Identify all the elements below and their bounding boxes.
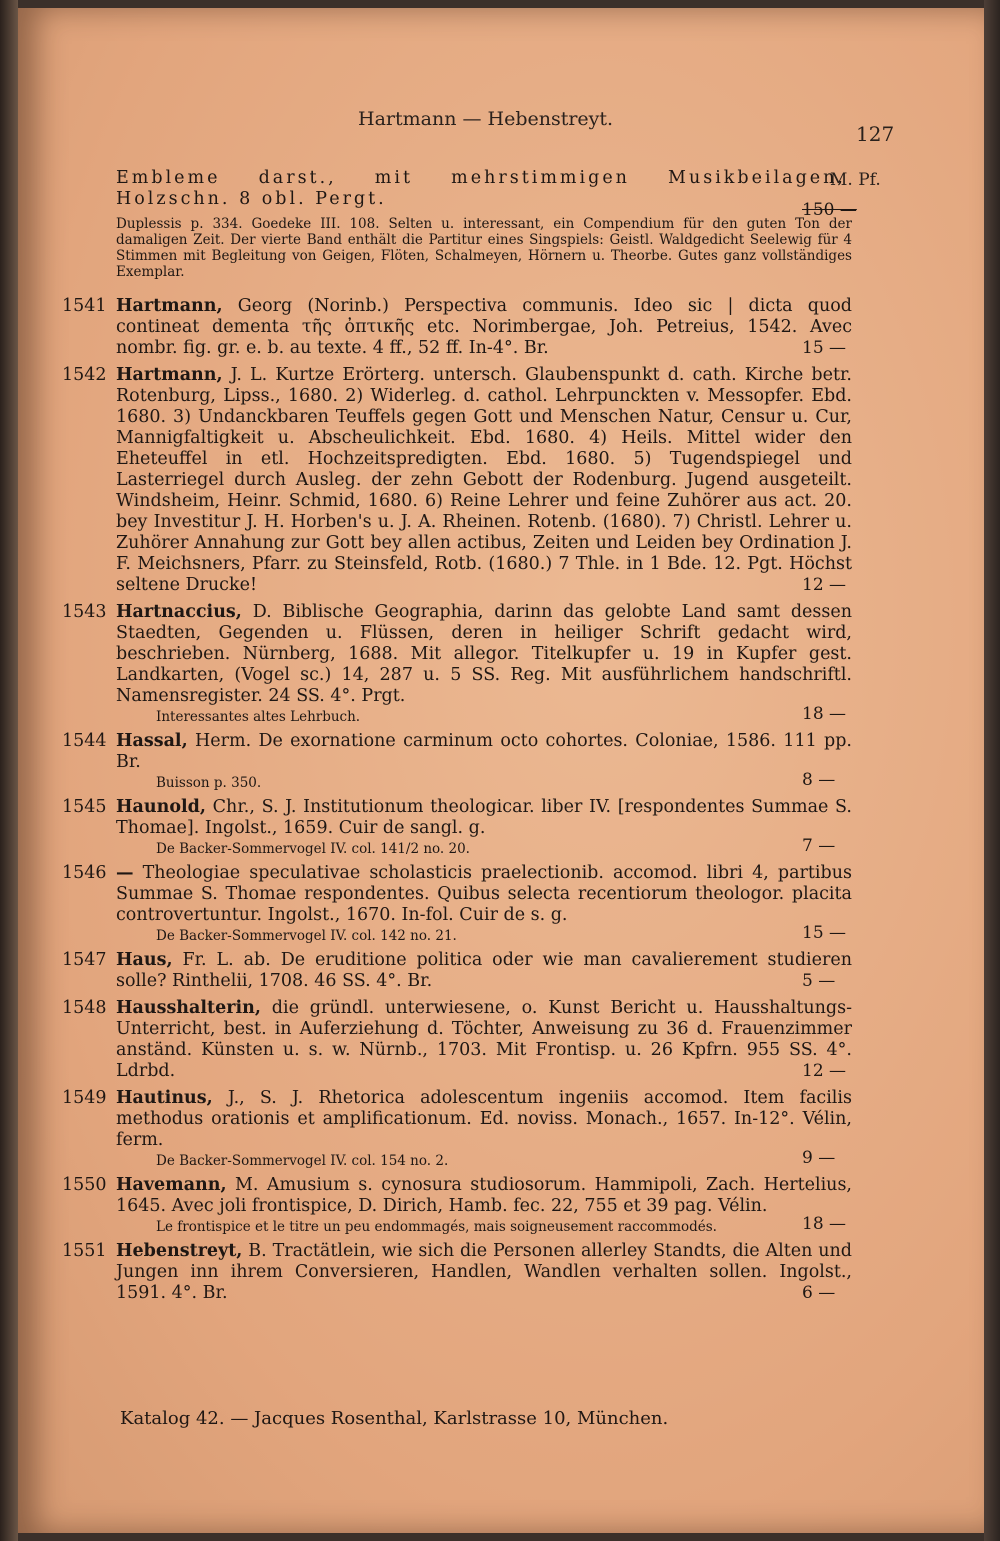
entry-number: 1542 xyxy=(62,365,107,385)
entry-text: M. Amusium s. cynosura studiosorum. Hammipoli, Zach. Hertelius, 1645. Avec joli frontispice, D. Dirich, Hamb. fec. 22, 755 et 39 pag. Vélin. xyxy=(116,1175,852,1216)
entry-body xyxy=(116,1241,852,1304)
entry-price: 7 — xyxy=(802,836,836,856)
catalog-entry xyxy=(62,863,950,944)
entry-number: 1548 xyxy=(62,998,107,1018)
catalog-entry xyxy=(62,731,950,791)
entry-body xyxy=(116,731,852,773)
running-title: Hartmann — Hebenstreyt. xyxy=(358,108,614,130)
entry-price: 12 — xyxy=(802,1061,847,1081)
entry-note: Le frontispice et le titre un peu endommagés, mais soigneusement raccommodés. xyxy=(156,1219,717,1235)
entry-price: 15 — xyxy=(802,338,847,358)
entry-body xyxy=(116,950,852,992)
entry-author: Hausshalterin, xyxy=(116,998,261,1018)
entry-price: 8 — xyxy=(802,770,836,790)
catalog-entries xyxy=(62,168,950,1310)
entry-note: De Backer-Sommervogel IV. col. 142 no. 21. xyxy=(156,928,457,944)
entry-text: B. Tractätlein, wie sich die Personen allerley Standts, die Alten und Jungen inn ihrem Conversieren, Handlen, Wandlen verhalten sollen. Ingolst., 1591. 4°. Br. xyxy=(116,1241,852,1303)
entry-number: 1549 xyxy=(62,1088,107,1108)
entry-number: 1550 xyxy=(62,1175,107,1195)
entry-price: 9 — xyxy=(802,1148,836,1168)
entry-body xyxy=(116,863,852,926)
entry-body xyxy=(116,296,852,359)
entry-number: 1545 xyxy=(62,797,107,817)
entry-author: Hartnaccius, xyxy=(116,602,242,622)
entry-number: 1546 xyxy=(62,863,107,883)
price-column-head: M. Pf. xyxy=(830,170,881,190)
catalog-entry xyxy=(62,296,950,359)
entry-text: Chr., S. J. Institutionum theologicar. liber IV. [respondentes Summae S. Thomae]. Ingolst., 1659. Cuir de sangl. g. xyxy=(116,797,852,838)
entry-number: 1543 xyxy=(62,602,107,622)
entry-text: Theologiae speculativae scholasticis praelectionib. accomod. libri 4, partibus Summae S. Thomae respondentes. Quibus selecta recentiorum theologor. placita controvertuntur. Ingolst., 1670. In-fol. Cuir de s. g. xyxy=(116,863,852,925)
entry-note: De Backer-Sommervogel IV. col. 141/2 no. 20. xyxy=(156,841,470,857)
catalog-entry xyxy=(62,797,950,857)
catalog-footer: Katalog 42. — Jacques Rosenthal, Karlstrasse 10, München. xyxy=(120,1408,669,1429)
entry-price: 15 — xyxy=(802,923,847,943)
intro-title: Embleme darst., mit mehrstimmigen Musikbeilagen, Holzschn. 8 obl. Pergt. xyxy=(116,168,846,209)
catalog-entry xyxy=(62,1088,950,1169)
entry-text: D. Biblische Geographia, darinn das gelobte Land samt dessen Staedten, Gegenden u. Flüssen, deren in heiliger Schrift gedacht wird, beschrieben. Nürnberg, 1688. Mit allegor. Titelkupfer u. 19 in Kupfer gest. Landkarten, (Vogel sc.) 14, 287 u. 5 SS. Reg. Mit ausführlichem handschriftl. Namensregister. 24 SS. 4°. Prgt. xyxy=(116,602,852,706)
entry-note: De Backer-Sommervogel IV. col. 154 no. 2. xyxy=(156,1153,449,1169)
catalog-entry xyxy=(62,1241,950,1304)
catalog-entry xyxy=(62,998,950,1082)
entry-author: Haunold, xyxy=(116,797,206,817)
entry-price: 18 — xyxy=(802,704,847,724)
entry-note: Interessantes altes Lehrbuch. xyxy=(156,709,361,725)
book-spine xyxy=(0,0,18,1541)
entry-body xyxy=(116,1088,852,1151)
entry-body xyxy=(116,1175,852,1217)
entry-price: 5 — xyxy=(802,971,836,991)
book-binding-edge xyxy=(984,0,1000,1541)
entry-list xyxy=(62,296,950,1304)
entry-body xyxy=(116,365,852,596)
entry-author: Hassal, xyxy=(116,731,188,751)
entry-author: Hartmann, xyxy=(116,365,223,385)
entry-author: Hautinus, xyxy=(116,1088,213,1108)
entry-body xyxy=(116,998,852,1082)
entry-number: 1544 xyxy=(62,731,107,751)
catalog-entry xyxy=(62,602,950,725)
entry-number: 1541 xyxy=(62,296,107,316)
entry-note: Buisson p. 350. xyxy=(156,775,262,791)
catalog-entry xyxy=(62,1175,950,1235)
entry-text: die gründl. unterwiesene, o. Kunst Bericht u. Hausshaltungs-Unterricht, best. in Auferziehung d. Töchter, Anweisung zu 36 d. Frauenzimmer anständ. Künsten u. s. w. Nürnb., 1703. Mit Frontisp. u. 26 Kpfrn. 955 SS. 4°. Ldrbd. xyxy=(116,998,852,1081)
entry-number: 1547 xyxy=(62,950,107,970)
catalog-entry xyxy=(62,950,950,992)
intro-text xyxy=(116,168,846,210)
entry-text: Fr. L. ab. De eruditione politica oder wie man cavalierement studieren solle? Rinthelii, 1708. 46 SS. 4°. Br. xyxy=(116,950,852,991)
entry-author: Havemann, xyxy=(116,1175,227,1195)
intro-price: 150 — xyxy=(802,200,857,220)
page-number: 127 xyxy=(856,122,895,146)
entry-body xyxy=(116,797,852,839)
entry-text: J., S. J. Rhetorica adolescentum ingeniis accomod. Item facilis methodus orationis et amplificationum. Ed. noviss. Monach., 1657. In-12°. Vélin, ferm. xyxy=(116,1088,852,1150)
entry-number: 1551 xyxy=(62,1241,107,1261)
entry-text: Herm. De exornatione carminum octo cohortes. Coloniae, 1586. 111 pp. Br. xyxy=(116,731,852,772)
entry-author: Hebenstreyt, xyxy=(116,1241,243,1261)
intro-note: Duplessis p. 334. Goedeke III. 108. Selten u. interessant, ein Compendium für den guten Ton der damaligen Zeit. Der vierte Band enthält die Partitur eines Singspiels: Geistl. Waldgedicht Seelewig für 4 Stimmen mit Begleitung von Geigen, Flöten, Schalmeyen, Hörnern u. Theorbe. Gutes ganz vollständiges Exemplar. xyxy=(116,216,852,280)
entry-author: Hartmann, xyxy=(116,296,223,316)
entry-price: 18 — xyxy=(802,1214,847,1234)
catalog-entry xyxy=(62,365,950,596)
entry-author: — xyxy=(116,863,134,883)
entry-text: J. L. Kurtze Erörterg. untersch. Glaubenspunkt d. cath. Kirche betr. Rotenburg, Lipss., 1680. 2) Widerleg. d. cathol. Lehrpunckten v. Messopfer. Ebd. 1680. 3) Undanckbaren Teuffels gegen Gott und Menschen Natur, Censur u. Cur, Mannigfaltigkeit u. Abscheulichkeit. Ebd. 1680. 4) Heils. Mittel wider den Eheteuffel in etl. Hochzeitspredigten. Ebd. 1680. 5) Tugendspiegel und Lasterriegel durch Ausleg. der zehn Gebott der Rodenburg. Jugend ausgeteilt. Windsheim, Heinr. Schmid, 1680. 6) Reine Lehrer und feine Zuhörer aus act. 20. bey Investitur J. H. Horben's u. J. A. Rheinen. Rotenb. (1680). 7) Christl. Lehrer u. Zuhörer Annahung zur Gott bey allen actibus, Zeiten und Leiden bey Ordination J. F. Meichsners, Pfarr. zu Steinsfeld, Rotb. (1680.) 7 Thle. in 1 Bde. 12. Pgt. Höchst seltene Drucke! xyxy=(116,365,852,595)
entry-author: Haus, xyxy=(116,950,173,970)
entry-price: 6 — xyxy=(802,1283,836,1303)
entry-text: Georg (Norinb.) Perspectiva communis. Ideo sic | dicta quod contineat dementa τῆς ὀπτικῆς etc. Norimbergae, Joh. Petreius, 1542. Avec nombr. fig. gr. e. b. au texte. 4 ff., 52 ff. In-4°. Br. xyxy=(116,296,852,358)
entry-price: 12 — xyxy=(802,575,847,595)
entry-body xyxy=(116,602,852,707)
